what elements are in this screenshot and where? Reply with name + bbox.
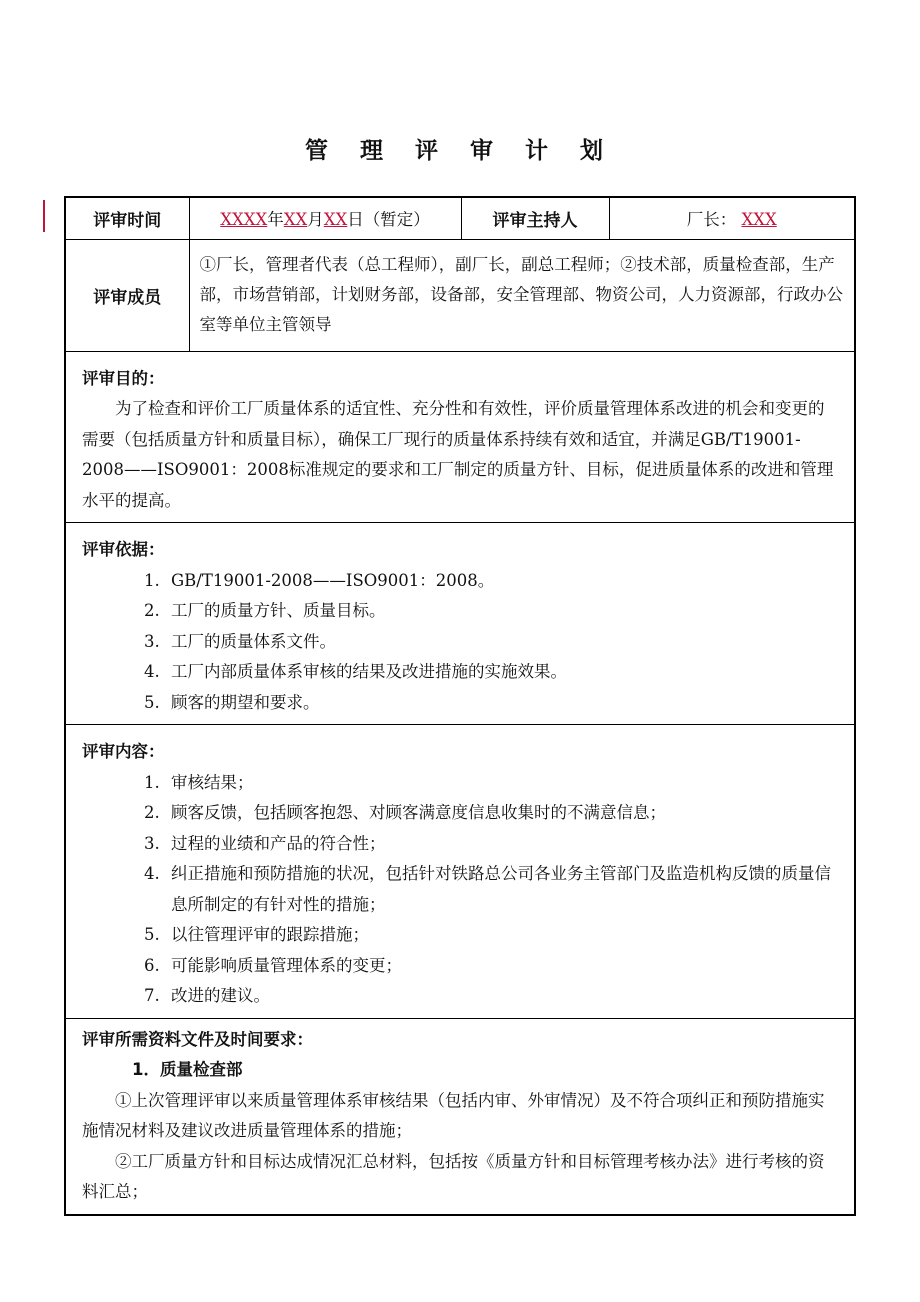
purpose-heading: 评审目的： — [82, 368, 165, 388]
materials-paragraph: ①上次管理评审以来质量管理体系审核结果（包括内审、外审情况）及不符合项纠正和预防措施实施情况材料及建议改进质量管理体系的措施； — [82, 1090, 825, 1140]
host-label: 评审主持人 — [461, 197, 609, 239]
list-item: 1. GB/T19001-2008——ISO9001：2008。 — [165, 566, 838, 597]
basis-heading: 评审依据： — [82, 540, 165, 559]
members-text: ①厂长，管理者代表（总工程师），副厂长，副总工程师；②技术部，质量检查部，生产部，市场营销部，计划财务部，设备部，安全管理部、物资公司，人力资源部，行政办公室等单位主管领导 — [189, 239, 855, 351]
list-item: 4. 工厂内部质量体系审核的结果及改进措施的实施效果。 — [165, 657, 838, 688]
list-item: 5. 以往管理评审的跟踪措施； — [165, 920, 838, 951]
content-list — [82, 768, 838, 1012]
host-name: XXX — [741, 210, 777, 230]
list-item: 3. 过程的业绩和产品的符合性； — [165, 829, 838, 860]
content-heading: 评审内容： — [82, 742, 165, 761]
list-item: 7. 改进的建议。 — [165, 981, 838, 1012]
members-label: 评审成员 — [65, 239, 189, 351]
year-unit: 年 — [267, 210, 284, 230]
materials-heading: 评审所需资料文件及时间要求： — [82, 1029, 313, 1049]
list-item: 2. 顾客反馈，包括顾客抱怨、对顾客满意度信息收集时的不满意信息； — [165, 798, 838, 829]
month-unit: 月 — [307, 210, 324, 230]
list-item: 3. 工厂的质量体系文件。 — [165, 627, 838, 658]
revision-mark — [43, 200, 45, 232]
purpose-text: 为了检查和评价工厂质量体系的适宜性、充分性和有效性，评价质量管理体系改进的机会和变更的需要（包括质量方针和质量目标），确保工厂现行的质量体系持续有效和适宜，并满足GB/T19001-2008——ISO9001：2008标准规定的要求和工厂制定的质量方针、目标，促进质量体系的改进和管理水平的提高。 — [82, 399, 834, 510]
list-item: 4. 纠正措施和预防措施的状况，包括针对铁路总公司各业务主管部门及监造机构反馈的质量信息所制定的有针对性的措施； — [165, 859, 838, 920]
review-date — [189, 197, 461, 239]
list-item: 6. 可能影响质量管理体系的变更； — [165, 951, 838, 982]
list-item: 2. 工厂的质量方针、质量目标。 — [165, 596, 838, 627]
day-unit: 日（暂定） — [347, 210, 430, 230]
page-title: 管 理 评 审 计 划 — [304, 138, 616, 164]
year-value: XXXX — [220, 210, 268, 230]
host-value — [609, 197, 855, 239]
list-item: 1. 审核结果； — [165, 768, 838, 799]
time-label: 评审时间 — [65, 197, 189, 239]
host-prefix: 厂长： — [686, 210, 737, 230]
materials-paragraph: ②工厂质量方针和目标达成情况汇总材料，包括按《质量方针和目标管理考核办法》进行考核的资料汇总； — [82, 1151, 825, 1201]
day-value: XX — [323, 210, 348, 230]
month-value: XX — [283, 210, 308, 230]
list-item: 5. 顾客的期望和要求。 — [165, 688, 838, 719]
materials-subheading: 1．质量检查部 — [132, 1060, 243, 1079]
basis-list — [82, 566, 838, 719]
review-plan-table — [64, 196, 856, 1216]
